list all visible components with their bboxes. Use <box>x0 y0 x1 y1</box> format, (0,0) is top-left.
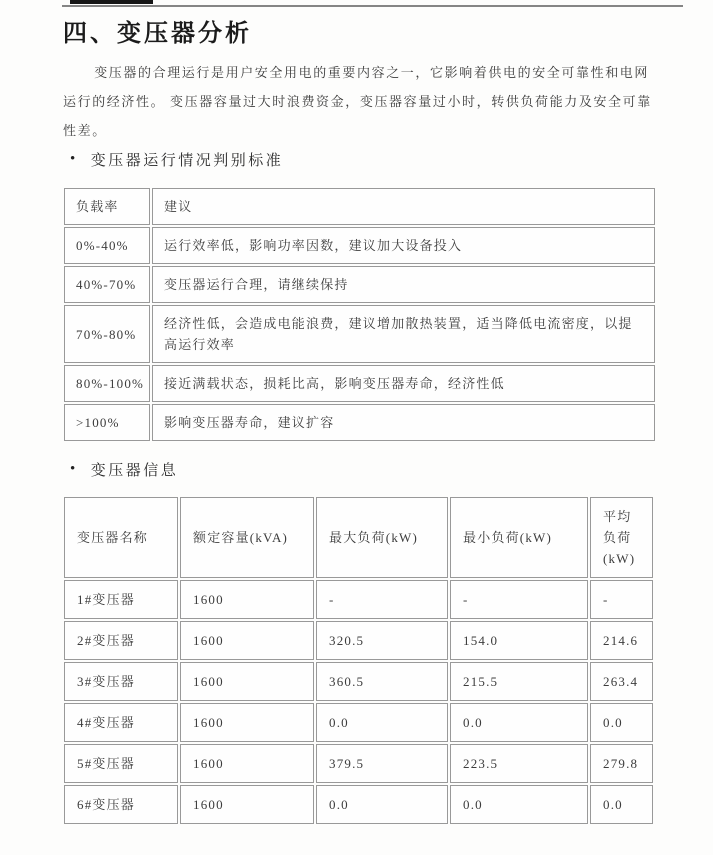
table-cell: 1600 <box>180 703 314 742</box>
table-cell: 接近满载状态，损耗比高，影响变压器寿命，经济性低 <box>152 365 655 402</box>
top-divider-line <box>62 5 683 7</box>
table-cell: 215.5 <box>450 662 588 701</box>
table-cell: - <box>316 580 448 619</box>
table-row <box>64 227 655 264</box>
table-cell: 5#变压器 <box>64 744 178 783</box>
table-cell: 0%-40% <box>64 227 150 264</box>
table-cell: 1600 <box>180 785 314 824</box>
column-header: 平均负荷(kW) <box>590 497 653 578</box>
column-header: 最大负荷(kW) <box>316 497 448 578</box>
table-cell: 0.0 <box>450 785 588 824</box>
table-cell: 320.5 <box>316 621 448 660</box>
criteria-heading-row <box>70 149 283 170</box>
table-cell: 80%-100% <box>64 365 150 402</box>
table-cell: 40%-70% <box>64 266 150 303</box>
table-cell: 0.0 <box>450 703 588 742</box>
table-row <box>64 621 653 660</box>
table-cell: 0.0 <box>590 785 653 824</box>
table-cell: >100% <box>64 404 150 441</box>
table-cell: 0.0 <box>590 703 653 742</box>
table-row <box>64 703 653 742</box>
table-cell: 1600 <box>180 580 314 619</box>
table-row <box>64 365 655 402</box>
info-heading: 变压器信息 <box>90 463 179 479</box>
table-cell: - <box>590 580 653 619</box>
table-cell: 263.4 <box>590 662 653 701</box>
column-header: 变压器名称 <box>64 497 178 578</box>
table-cell: 279.8 <box>590 744 653 783</box>
table-row <box>64 266 655 303</box>
bullet-icon: • <box>70 461 78 477</box>
table-cell: 1#变压器 <box>64 580 178 619</box>
table-cell: - <box>450 580 588 619</box>
table-cell: 223.5 <box>450 744 588 783</box>
table-cell: 运行效率低，影响功率因数，建议加大设备投入 <box>152 227 655 264</box>
transformer-info-table <box>62 495 655 826</box>
table-cell: 3#变压器 <box>64 662 178 701</box>
criteria-table <box>62 186 657 443</box>
table-cell: 379.5 <box>316 744 448 783</box>
intro-paragraph: 变压器的合理运行是用户安全用电的重要内容之一，它影响着供电的安全可靠性和电网运行的经济性。 变压器容量过大时浪费资金，变压器容量过小时，转供负荷能力及安全可靠性差。 <box>63 65 652 138</box>
table-cell: 2#变压器 <box>64 621 178 660</box>
info-heading-row <box>70 459 178 480</box>
table-row <box>64 404 655 441</box>
bullet-icon: • <box>70 151 78 167</box>
header-row <box>64 497 653 578</box>
column-header: 负载率 <box>64 188 150 225</box>
table-row <box>64 580 653 619</box>
table-cell: 1600 <box>180 621 314 660</box>
section-title: 四、变压器分析 <box>63 21 252 47</box>
table-row <box>64 305 655 363</box>
table-cell: 4#变压器 <box>64 703 178 742</box>
table-cell: 0.0 <box>316 703 448 742</box>
top-black-bar <box>70 0 153 4</box>
table-cell: 6#变压器 <box>64 785 178 824</box>
table-row <box>64 744 653 783</box>
column-header: 额定容量(kVA) <box>180 497 314 578</box>
column-header: 最小负荷(kW) <box>450 497 588 578</box>
table-cell: 1600 <box>180 662 314 701</box>
table-row <box>64 785 653 824</box>
table-cell: 360.5 <box>316 662 448 701</box>
column-header: 建议 <box>152 188 655 225</box>
table-cell: 1600 <box>180 744 314 783</box>
table-cell: 变压器运行合理，请继续保持 <box>152 266 655 303</box>
table-cell: 70%-80% <box>64 305 150 363</box>
table-cell: 经济性低，会造成电能浪费，建议增加散热装置，适当降低电流密度，以提高运行效率 <box>152 305 655 363</box>
table-cell: 214.6 <box>590 621 653 660</box>
criteria-heading: 变压器运行情况判别标准 <box>90 153 284 169</box>
header-row <box>64 188 655 225</box>
table-cell: 0.0 <box>316 785 448 824</box>
table-cell: 154.0 <box>450 621 588 660</box>
table-row <box>64 662 653 701</box>
table-cell: 影响变压器寿命，建议扩容 <box>152 404 655 441</box>
